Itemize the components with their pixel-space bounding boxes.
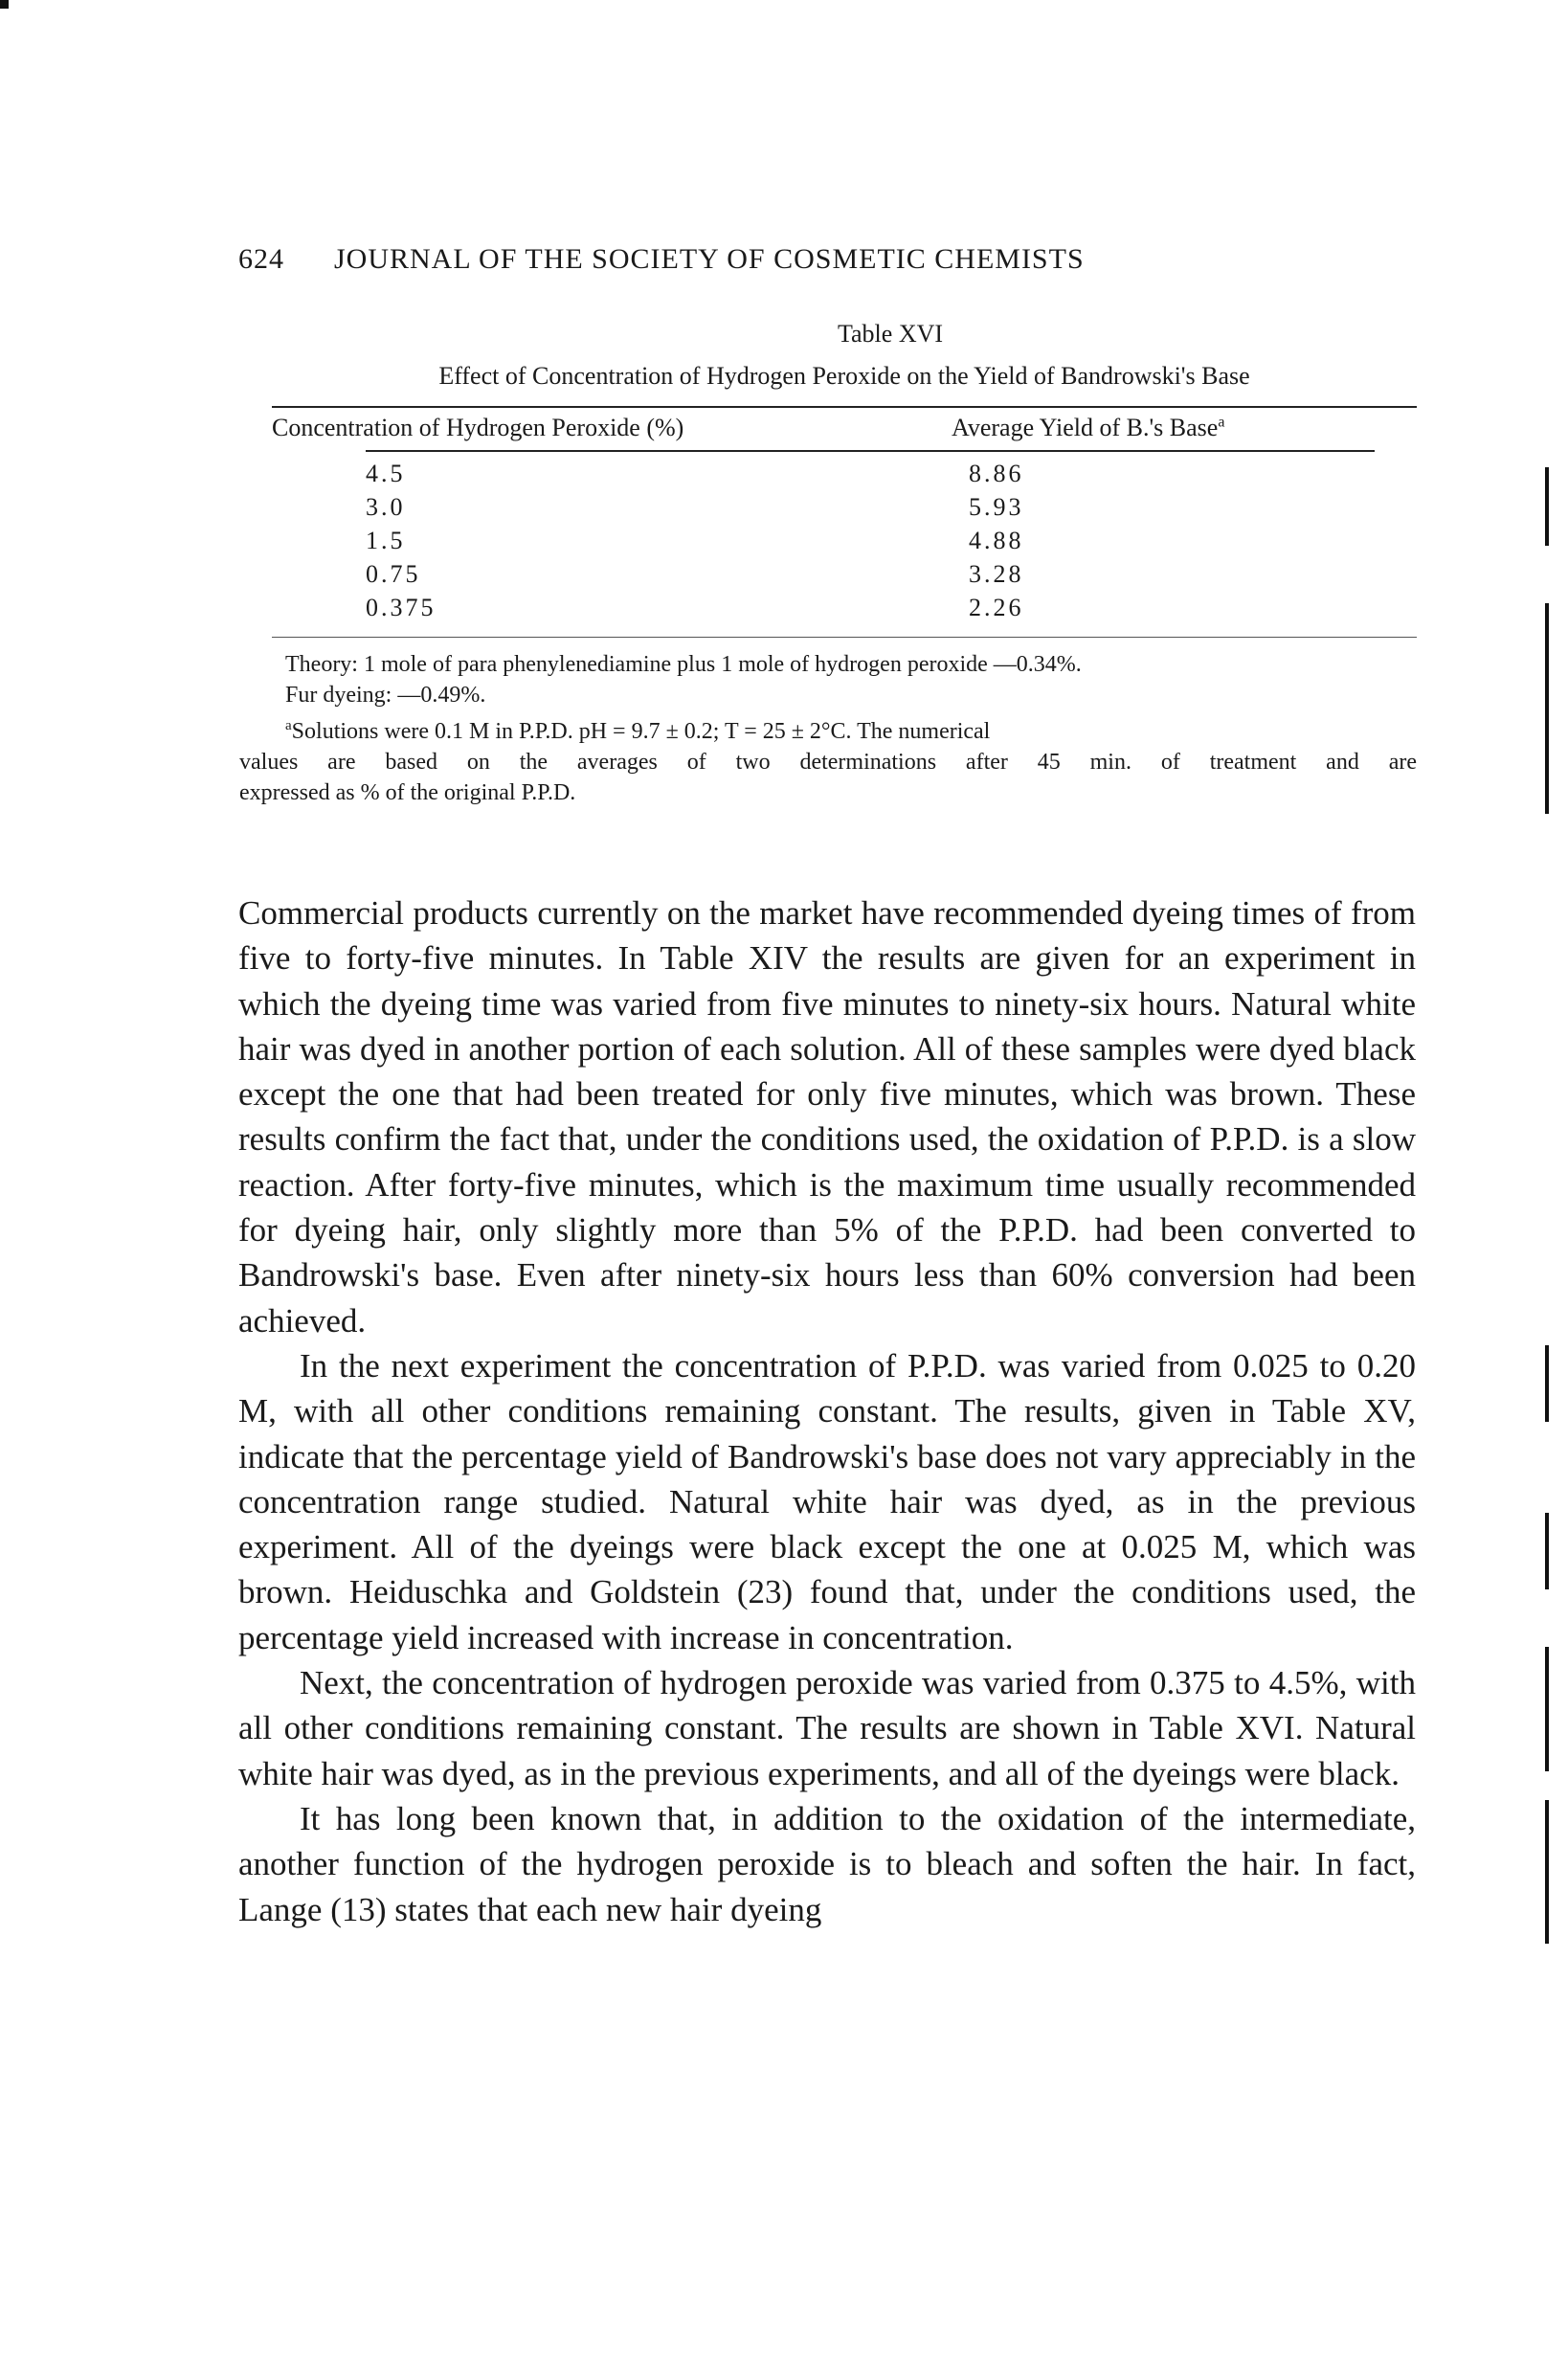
theory-note: Theory: 1 mole of para phenylenediamine plus 1 mole of hydrogen peroxide —0.34%. xyxy=(285,652,1082,677)
concentration-cell: 1.5 xyxy=(366,527,406,554)
table-header-rule xyxy=(366,450,1375,452)
column-header-yield: Average Yield of B.'s Base$^a$ xyxy=(952,414,1225,441)
concentration-cell: 4.5 xyxy=(366,460,406,487)
footnote-marker: a xyxy=(285,718,292,733)
table-notes xyxy=(239,649,1417,808)
table-footnote-line: values are based on the averages of two determinations after 45 min. of treatment and are xyxy=(239,750,1417,775)
column-header-concentration: Concentration of Hydrogen Peroxide (%) xyxy=(272,414,684,441)
fur-dyeing-note: Fur dyeing: —0.49%. xyxy=(285,683,486,708)
table-row xyxy=(272,460,1417,493)
scan-corner-mark xyxy=(0,0,9,9)
paragraph: Commercial products currently on the market have recommended dyeing times of from five to forty-five minutes. In Table XIV the results are given for an experiment in which the dyeing time was varied from five minutes to ninety-six hours. Natural white hair was dyed in another portion of each solution. All of these samples were dyed black except the one that had been treated for only five minutes, which was brown. These results confirm the fact that, under the conditions used, the oxidation of P.P.D. is a slow reaction. After forty-five minutes, which is the maximum time usually recommended for dyeing hair, only slightly more than 5% of the P.P.D. had been converted to Bandrowski's base. Even after ninety-six hours less than 60% conversion had been achieved. xyxy=(238,894,1416,1340)
scan-margin-mark xyxy=(1545,1345,1549,1422)
scan-margin-mark xyxy=(1545,467,1549,546)
table-xvi xyxy=(239,318,1417,808)
scan-margin-mark xyxy=(1545,603,1549,814)
scan-margin-mark xyxy=(1545,1513,1549,1589)
yield-cell: 4.88 xyxy=(969,527,1024,554)
table-caption: Effect of Concentration of Hydrogen Peroxide on the Yield of Bandrowski's Base xyxy=(438,362,1250,390)
table-row xyxy=(272,527,1417,560)
concentration-cell: 0.75 xyxy=(366,560,421,588)
scan-margin-mark xyxy=(1545,1647,1549,1771)
table-row xyxy=(272,594,1417,627)
body-text xyxy=(238,890,1416,1932)
paragraph: It has long been known that, in addition to the oxidation of the intermediate, another function of the hydrogen peroxide is to bleach and soften the hair. In fact, Lange (13) states that each new hair dyeing xyxy=(238,1799,1416,1928)
paragraph: In the next experiment the concentration of P.P.D. was varied from 0.025 to 0.20 M, with all other conditions remaining constant. The results, given in Table XV, indicate that the percentage yield of Bandrowski's base does not vary appreciably in the concentration range studied. Natural white hair was dyed, as in the previous experiment. All of the dyeings were black except the one at 0.025 M, which was brown. Heiduschka and Goldstein (23) found that, under the conditions used, the percentage yield increased with increase in concentration. xyxy=(238,1346,1416,1656)
yield-cell: 8.86 xyxy=(969,460,1024,487)
yield-cell: 5.93 xyxy=(969,493,1024,521)
footnote-marker: a xyxy=(1218,414,1225,431)
scan-margin-mark xyxy=(1545,1800,1549,1944)
concentration-cell: 3.0 xyxy=(366,493,406,521)
table-body xyxy=(272,460,1417,627)
yield-cell: 2.26 xyxy=(969,594,1024,621)
paragraph: Next, the concentration of hydrogen peroxide was varied from 0.375 to 4.5%, with all other conditions remaining constant. The results are shown in Table XVI. Natural white hair was dyed, as in the previous experiments, and all of the dyeings were black. xyxy=(238,1664,1416,1792)
table-bottom-rule xyxy=(272,637,1417,638)
table-title: Table XVI xyxy=(837,320,944,348)
table-footnote-line: expressed as % of the original P.P.D. xyxy=(239,780,576,805)
table-row xyxy=(272,493,1417,527)
table-row xyxy=(272,560,1417,594)
page-number: 624 xyxy=(238,243,284,275)
table-header-row xyxy=(272,408,1417,450)
yield-cell: 3.28 xyxy=(969,560,1024,588)
journal-title: JOURNAL OF THE SOCIETY OF COSMETIC CHEMISTS xyxy=(334,243,1085,275)
table-footnote-line: $^a$Solutions were 0.1 M in P.P.D. pH = 9.7 ± 0.2; T = 25 ± 2°C. The numerical xyxy=(285,718,991,744)
concentration-cell: 0.375 xyxy=(366,594,437,621)
